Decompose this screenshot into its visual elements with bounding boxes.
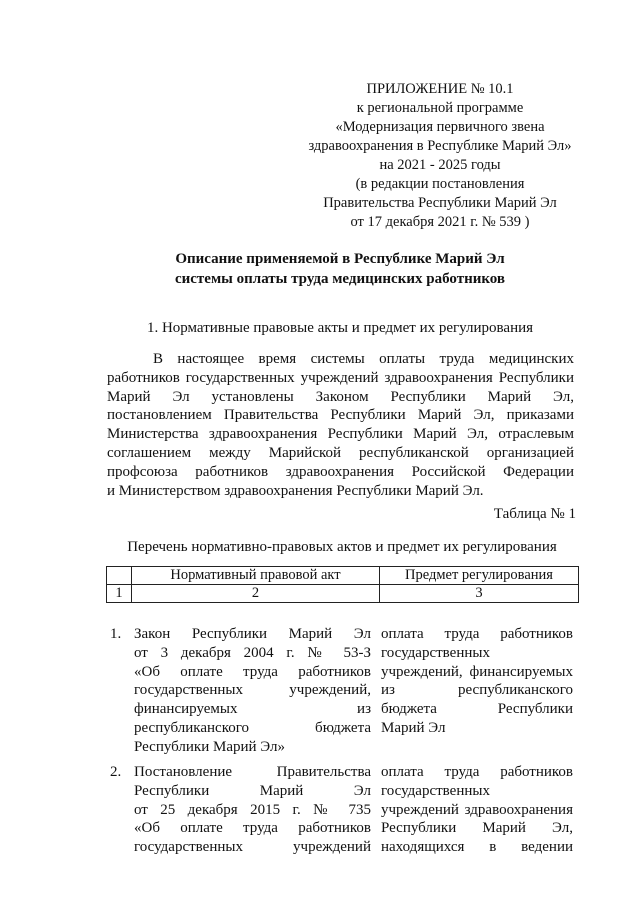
subject-line: учреждений, финансируемых (381, 663, 573, 680)
appendix-line: (в редакции постановления (355, 176, 525, 192)
act-line: государственных учреждений (134, 839, 371, 856)
row-number: 1. (110, 626, 122, 642)
column-number: 3 (380, 585, 579, 603)
appendix-line: на 2021 - 2025 годы (379, 157, 501, 173)
title-line: Описание применяемой в Республике Марий Эл (175, 251, 505, 267)
paragraph-line: В настоящее время системы оплаты труда медицинских (153, 351, 574, 367)
act-line: «Об оплате труда работников (134, 663, 371, 680)
act-line: Постановление Правительства (134, 764, 371, 780)
row-act (134, 625, 371, 757)
subject-line: оплата труда работников (381, 764, 573, 780)
row-number: 2. (110, 764, 122, 780)
paragraph-line: Министерства здравоохранения Республики Марий Эл, отраслевым (107, 426, 574, 443)
row-act (134, 763, 371, 857)
act-line: «Об оплате труда работников (134, 820, 371, 837)
subject-line: учреждений здравоохранения (381, 801, 573, 818)
act-line: от 3 декабря 2004 г. № 53-З (134, 644, 371, 661)
paragraph-line: Марий Эл установлены Законом Республики Марий Эл, (107, 388, 574, 405)
subject-line: оплата труда работников (381, 626, 573, 642)
row-subject (381, 625, 573, 738)
appendix-line: Правительства Республики Марий Эл (323, 195, 557, 211)
subject-line: бюджета Республики (381, 701, 573, 718)
paragraph-line: постановлением Правительства Республики Марий Эл, приказами (107, 407, 574, 424)
paragraph-line: соглашением между Марийской республиканской организацией (107, 444, 574, 461)
appendix-block (300, 80, 580, 232)
paragraph-line: и Министерством здравоохранения Республики Марий Эл. (107, 482, 484, 499)
subject-line: государственных (381, 782, 490, 799)
act-line: государственных учреждений, (134, 682, 371, 699)
paragraph-line: работников государственных учреждений здравоохранения Республики (107, 369, 574, 386)
act-line: республиканского бюджета (134, 719, 371, 736)
subject-line: находящихся в ведении (381, 839, 573, 856)
table-caption: Перечень нормативно-правовых актов и предмет их регулирования (127, 539, 557, 555)
header-cell-act: Нормативный правовой акт (132, 567, 380, 585)
subject-line: Марий Эл (381, 719, 446, 736)
column-number: 1 (107, 585, 132, 603)
subject-line: государственных (381, 644, 490, 661)
column-number-row (107, 585, 579, 603)
paragraph-line: профсоюза работников здравоохранения Российской Федерации (107, 463, 574, 480)
section-heading: 1. Нормативные правовые акты и предмет их регулирования (146, 320, 534, 336)
row-subject (381, 763, 573, 857)
body-paragraph (107, 350, 574, 500)
table-number: Таблица № 1 (493, 506, 576, 522)
appendix-line: от 17 декабря 2021 г. № 539 ) (350, 214, 530, 230)
subject-line: Республики Марий Эл, (381, 820, 573, 837)
act-line: Республики Марий Эл» (134, 738, 285, 755)
table-header (106, 566, 579, 603)
header-cell-num (107, 567, 132, 585)
appendix-line: здравоохранения в Республике Марий Эл» (308, 138, 572, 154)
title-line: системы оплаты труда медицинских работников (174, 271, 506, 287)
act-line: Республики Марий Эл (134, 782, 371, 799)
appendix-line: к региональной программе (356, 100, 524, 116)
appendix-line: ПРИЛОЖЕНИЕ № 10.1 (366, 81, 514, 97)
act-line: финансируемых из (134, 701, 371, 718)
act-line: Закон Республики Марий Эл (134, 626, 371, 642)
subject-line: из республиканского (381, 682, 573, 699)
header-row (107, 567, 579, 585)
appendix-line: «Модернизация первичного звена (335, 119, 545, 135)
header-cell-subject: Предмет регулирования (380, 567, 579, 585)
document-title (110, 249, 570, 289)
act-line: от 25 декабря 2015 г. № 735 (134, 801, 371, 818)
column-number: 2 (132, 585, 380, 603)
